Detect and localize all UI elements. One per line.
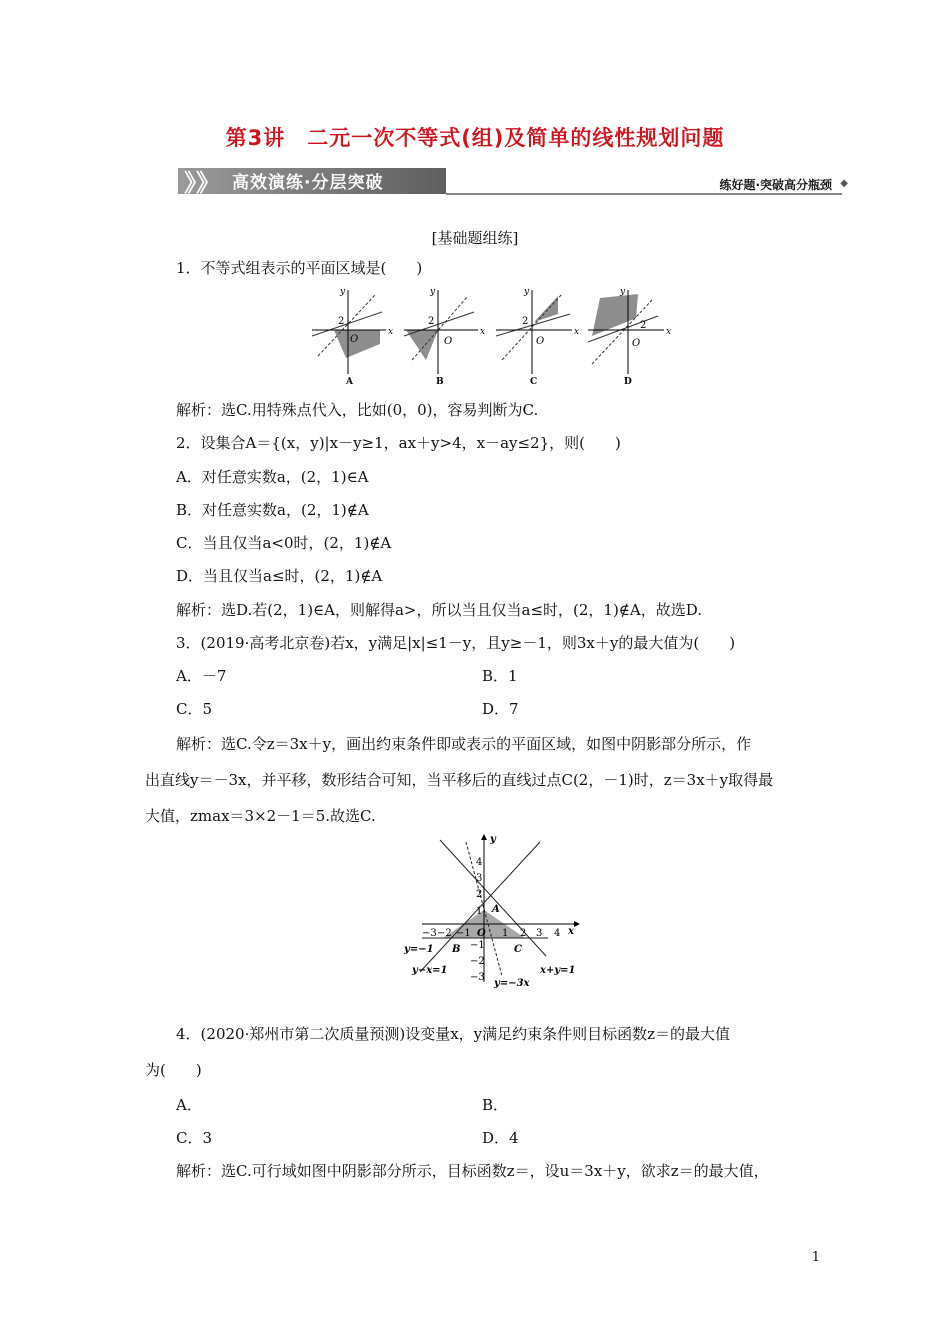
page-title: 第3讲 二元一次不等式(组)及简单的线性规划问题 xyxy=(225,126,725,150)
q3-graph xyxy=(400,830,590,990)
q2-stem: 2．设集合A＝{(x，y)|x－y≥1，ax＋y>4，x－ay≤2}，则( ) xyxy=(176,434,621,452)
q4-option-b: B． xyxy=(482,1096,509,1114)
svg-text:A: A xyxy=(346,377,353,387)
q3-option-d: D．7 xyxy=(482,700,519,718)
svg-text:2: 2 xyxy=(338,316,345,327)
diamond-icon: ◆ xyxy=(840,178,848,189)
q2-option-b: B．对任意实数a，(2，1)∉A xyxy=(176,501,369,519)
q1-solution: 解析：选C.用特殊点代入，比如(0，0)，容易判断为C. xyxy=(176,401,539,419)
q3-option-b: B．1 xyxy=(482,667,518,685)
q2-option-a: A．对任意实数a，(2，1)∈A xyxy=(176,468,369,486)
q2-option-d: D．当且仅当a≤时，(2，1)∉A xyxy=(176,567,383,585)
q1-b-region xyxy=(406,330,438,360)
q4-option-d: D．4 xyxy=(482,1129,519,1147)
q3-option-a: A．－7 xyxy=(176,667,227,685)
svg-text:−3: −3 xyxy=(470,972,485,983)
q1-graph-c xyxy=(496,287,579,387)
q4-solution: 解析：选C.可行域如图中阴影部分所示，目标函数z＝，设u＝3x＋y，欲求z＝的最大值， xyxy=(176,1162,769,1180)
q3-solution-line-1: 解析：选C.令z＝3x＋y，画出约束条件即或表示的平面区域，如图中阴影部分所示，作 xyxy=(176,735,752,753)
svg-text:y−x=1: y−x=1 xyxy=(412,965,448,976)
svg-text:1: 1 xyxy=(476,906,483,917)
q3-option-c: C．5 xyxy=(176,700,213,718)
svg-text:3: 3 xyxy=(536,928,543,939)
svg-text:y: y xyxy=(620,287,626,297)
page-number: 1 xyxy=(811,1250,820,1265)
svg-text:−1: −1 xyxy=(456,928,471,939)
banner-bar xyxy=(178,168,446,197)
svg-text:−3: −3 xyxy=(422,928,437,939)
banner-title: 高效演练·分层突破 xyxy=(232,173,384,193)
q2-option-c: C．当且仅当a<0时，(2，1)∉A xyxy=(176,534,392,552)
svg-text:−2: −2 xyxy=(470,956,485,967)
svg-text:y: y xyxy=(524,287,530,297)
svg-text:2: 2 xyxy=(476,889,483,900)
svg-text:B: B xyxy=(452,944,461,955)
svg-text:O: O xyxy=(632,338,641,349)
svg-text:O: O xyxy=(536,336,545,347)
svg-text:2: 2 xyxy=(520,928,527,939)
svg-text:y: y xyxy=(490,834,496,845)
banner-divider xyxy=(446,193,842,195)
q2-solution: 解析：选D.若(2，1)∈A，则解得a>，所以当且仅当a≤时，(2，1)∉A，故选D. xyxy=(176,601,702,619)
q1-c-region xyxy=(534,296,558,322)
svg-text:C: C xyxy=(530,377,538,387)
chevron-right-icon: 》》 xyxy=(184,169,220,197)
svg-text:D: D xyxy=(624,377,632,387)
svg-text:B: B xyxy=(436,377,444,387)
svg-text:C: C xyxy=(514,944,522,955)
svg-text:y: y xyxy=(340,287,346,297)
q1-stem: 1．不等式组表示的平面区域是( ) xyxy=(176,259,423,277)
q4-option-c: C．3 xyxy=(176,1129,213,1147)
banner-slogan: 练好题·突破高分瓶颈 xyxy=(719,178,832,192)
q3-solution-line-3: 大值，zmax＝3×2－1＝5.故选C. xyxy=(145,807,376,825)
svg-text:x: x xyxy=(388,327,394,337)
q1-graphs xyxy=(300,284,690,390)
svg-text:1: 1 xyxy=(502,928,509,939)
svg-text:y: y xyxy=(430,287,436,297)
q1-graph-a xyxy=(312,287,393,387)
svg-text:x+y=1: x+y=1 xyxy=(540,965,576,976)
svg-text:−2: −2 xyxy=(437,928,452,939)
svg-text:y=−1: y=−1 xyxy=(404,944,434,955)
q4-stem-line-1: 4．(2020·郑州市第二次质量预测)设变量x，y满足约束条件则目标函数z＝的最大值 xyxy=(176,1025,731,1043)
svg-text:x: x xyxy=(480,327,486,337)
svg-text:2: 2 xyxy=(428,316,435,327)
svg-text:O: O xyxy=(477,928,486,939)
svg-text:3: 3 xyxy=(476,873,483,884)
q4-stem-line-2: 为( ) xyxy=(145,1061,202,1079)
svg-text:2: 2 xyxy=(522,316,529,327)
svg-text:O: O xyxy=(444,336,453,347)
svg-text:2: 2 xyxy=(640,320,647,331)
section-heading: [基础题组练] xyxy=(431,229,519,247)
svg-text:4: 4 xyxy=(554,928,561,939)
svg-text:4: 4 xyxy=(476,857,483,868)
q1-graph-d xyxy=(588,287,671,387)
svg-text:x: x xyxy=(666,327,672,337)
svg-text:A: A xyxy=(492,904,500,915)
svg-text:y=−3x: y=−3x xyxy=(494,978,530,989)
section-banner xyxy=(178,166,850,196)
q1-graph-b xyxy=(404,287,485,387)
q4-option-a: A． xyxy=(176,1096,202,1114)
svg-text:x: x xyxy=(568,926,574,937)
q3-solution-line-2: 出直线y＝－3x，并平移，数形结合可知，当平移后的直线过点C(2，－1)时，z＝3x＋y取得最 xyxy=(145,771,774,789)
svg-text:x: x xyxy=(574,327,580,337)
q3-stem: 3．(2019·高考北京卷)若x，y满足|x|≤1－y，且y≥－1，则3x＋y的最大值为( ) xyxy=(176,634,736,652)
svg-text:−1: −1 xyxy=(470,940,485,951)
svg-text:O: O xyxy=(350,334,359,345)
